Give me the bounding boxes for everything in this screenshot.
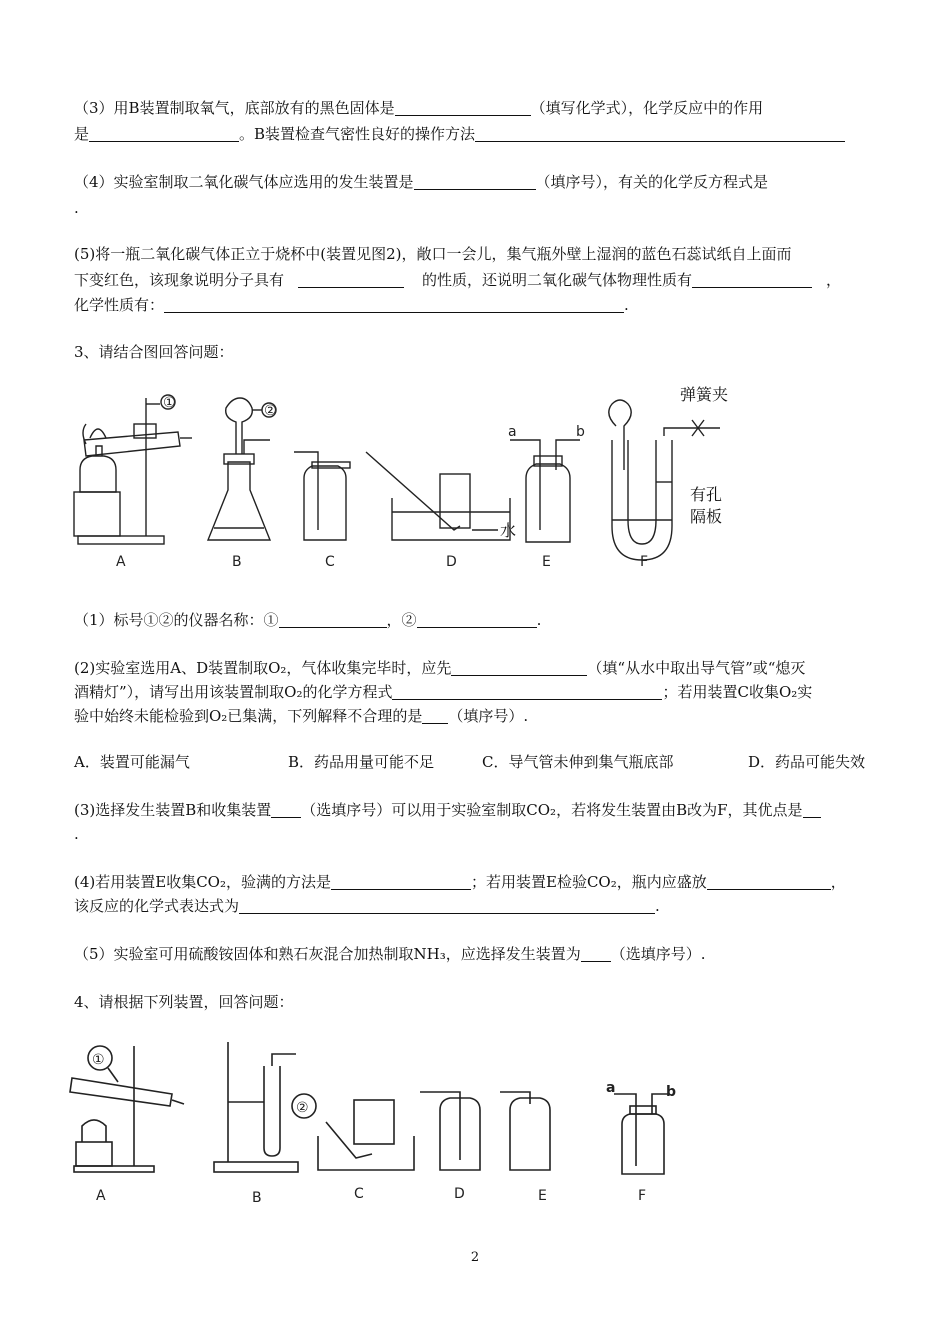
- text: ；若用装置C收集O₂实: [662, 683, 813, 701]
- q4-label-A: A: [96, 1188, 106, 1204]
- label-a: a: [508, 424, 517, 440]
- q4-label-B: B: [252, 1190, 262, 1206]
- q4-label-num1: ①: [92, 1052, 105, 1068]
- clamp: [134, 424, 156, 438]
- text: 验中始终未能检验到O₂已集满，下列解释不合理的是: [74, 707, 423, 725]
- e-stopper: [534, 456, 562, 466]
- q4-f-bottle: [622, 1114, 664, 1174]
- circle-1: [161, 395, 175, 409]
- e-bottle: [526, 464, 570, 542]
- label-clip: 弹簧夹: [680, 385, 729, 404]
- label-E: E: [542, 554, 551, 570]
- text: （1）标号①②的仪器名称：①: [74, 611, 279, 629]
- text: (3)选择发生装置B和收集装置: [74, 801, 272, 819]
- flask-stopper: [224, 454, 254, 464]
- q3-p3-line1: [74, 800, 821, 820]
- label-C: C: [325, 554, 335, 570]
- q3-p2-line3: [74, 706, 528, 726]
- q4-c-trough: [318, 1136, 414, 1170]
- q2-p5-line3: [74, 295, 629, 315]
- q4-circle-1: [88, 1046, 112, 1070]
- text: .: [624, 296, 629, 314]
- d-delivery-tube: [366, 452, 460, 530]
- blank-field[interactable]: [422, 709, 448, 724]
- text: .: [74, 825, 79, 843]
- text: .: [74, 199, 79, 217]
- q4-e-tube: [500, 1092, 530, 1104]
- q4-label-E: E: [538, 1188, 547, 1204]
- blank-field[interactable]: [803, 803, 821, 818]
- q2-p4-line2: [74, 198, 79, 218]
- blank-field[interactable]: [417, 613, 537, 628]
- label-D: D: [446, 554, 457, 570]
- label-B: B: [232, 554, 242, 570]
- blank-field[interactable]: [707, 875, 831, 890]
- stand-base: [78, 536, 164, 544]
- blank-field[interactable]: [475, 127, 845, 142]
- q3-p1: [74, 610, 541, 630]
- text: .: [655, 897, 660, 915]
- q3-p2-line1: [74, 658, 805, 678]
- q4-label-C: C: [354, 1186, 364, 1202]
- blank-field[interactable]: [279, 613, 387, 628]
- q4-leader-1: [108, 1068, 118, 1082]
- q4-tube-end: [172, 1100, 184, 1104]
- text: （3）用B装置制取氧气，底部放有的黑色固体是: [74, 99, 395, 117]
- wood-block: [74, 492, 120, 536]
- q3-option-b: B．药品用量可能不足: [288, 753, 435, 771]
- blank-field[interactable]: [298, 273, 404, 288]
- blank-field[interactable]: [581, 947, 611, 962]
- q3-option-c: C．导气管未伸到集气瓶底部: [482, 753, 674, 771]
- text: ，②: [386, 611, 417, 629]
- text: 化学性质有：: [74, 296, 165, 314]
- q4-figure-labels: [96, 1186, 646, 1206]
- alcohol-lamp: [80, 456, 116, 492]
- e-tube-a: [510, 440, 540, 530]
- q4-f-tube-a: [614, 1094, 636, 1166]
- q4-c-bottle: [354, 1100, 394, 1144]
- q3-p3-line2: [74, 824, 79, 844]
- q2-p4-line1: [74, 172, 768, 192]
- f-delivery-tube: [664, 428, 720, 436]
- blank-field[interactable]: [271, 803, 301, 818]
- text: （填序号），有关的化学反方程式是: [535, 173, 769, 191]
- text: （5）实验室可用硫酸铵固体和熟石灰混合加热制取NH₃，应选择发生装置为: [74, 945, 581, 963]
- gas-jar: [304, 466, 346, 540]
- circle-2: [262, 403, 276, 417]
- q4-f-tube-b: [652, 1094, 668, 1114]
- label-plate1: 有孔: [690, 485, 723, 504]
- q3-option-a: A．装置可能漏气: [74, 753, 190, 771]
- q4-title: 4、请根据下列装置，回答问题：: [74, 993, 294, 1011]
- q3-p2-line2: [74, 682, 812, 702]
- label-b: b: [576, 424, 585, 440]
- blank-field[interactable]: [414, 175, 536, 190]
- blank-field[interactable]: [392, 685, 662, 700]
- q4-label-b: b: [666, 1084, 677, 1100]
- f-funnel: [609, 400, 631, 470]
- text: (2)实验室选用A、D装置制取O₂，气体收集完毕时，应先: [74, 659, 452, 677]
- test-tube: [84, 432, 180, 456]
- text: (4)若用装置E收集CO₂，验满的方法是: [74, 873, 331, 891]
- label-water: 水: [500, 521, 517, 540]
- q3-p4-line2: [74, 896, 660, 916]
- label-plate2: 隔板: [690, 507, 723, 526]
- q4-test-tube: [70, 1078, 172, 1106]
- label-F: F: [640, 554, 649, 570]
- q4-f-stopper: [630, 1106, 656, 1114]
- blank-field[interactable]: [451, 661, 587, 676]
- thistle-funnel: [226, 398, 253, 454]
- text: （填序号）.: [448, 707, 529, 725]
- text: （4）实验室制取二氧化碳气体应选用的发生装置是: [74, 173, 414, 191]
- q4-label-num2: ②: [296, 1100, 309, 1116]
- q2-p5-line2: [74, 270, 841, 290]
- q4-c-tube: [326, 1122, 372, 1158]
- text: ；若用装置E检验CO₂，瓶内应盛放: [471, 873, 707, 891]
- glass-plate: [312, 462, 350, 468]
- label-A: A: [116, 554, 126, 570]
- q2-p3-line2: [74, 124, 845, 144]
- blank-field[interactable]: [395, 101, 531, 116]
- text: （选填序号）可以用于实验室制取CO₂，若将发生装置由B改为F，其优点是: [301, 801, 803, 819]
- spring-clip-icon: [692, 420, 704, 436]
- text: （填写化学式），化学反应中的作用: [530, 99, 764, 117]
- q4-d-jar: [440, 1098, 480, 1170]
- text: （选填序号）.: [610, 945, 706, 963]
- text: (5)将一瓶二氧化碳气体正立于烧杯中(装置见图2)，敞口一会儿，集气瓶外壁上湿润的蓝色石蕊试纸自上面而: [74, 245, 792, 263]
- blank-field[interactable]: [331, 875, 471, 890]
- blank-field[interactable]: [164, 298, 624, 313]
- collecting-bottle: [440, 474, 470, 528]
- q4-d-tube: [420, 1092, 460, 1160]
- text: ，: [826, 271, 842, 289]
- q4-e-jar: [510, 1098, 550, 1170]
- q4-lamp: [82, 1120, 106, 1142]
- label-num1: ①: [163, 395, 176, 411]
- u-tube-inner: [628, 440, 656, 544]
- q3-option-d: D．药品可能失效: [748, 753, 866, 771]
- flame-icon: [90, 429, 106, 438]
- page-number: 2: [470, 1250, 480, 1265]
- conical-flask: [208, 462, 270, 540]
- e-tube-b: [556, 440, 580, 470]
- delivery-tube: [244, 440, 270, 454]
- u-tube-outer: [612, 440, 672, 560]
- text: 。B装置检查气密性良好的操作方法: [239, 125, 476, 143]
- q3-p4-line1: [74, 872, 846, 892]
- q4-label-D: D: [454, 1186, 465, 1202]
- text: 酒精灯”），请写出用该装置制取O₂的化学方程式: [74, 683, 393, 701]
- q3-title: 3、请结合图回答问题：: [74, 343, 234, 361]
- text: （填“从水中取出导气管”或“熄灭: [587, 659, 806, 677]
- q2-p3-line1: [74, 98, 763, 118]
- text: 是: [74, 125, 90, 143]
- q4-b-test-tube: [264, 1066, 280, 1156]
- text: 的性质，还说明二氧化碳气体物理性质有: [422, 271, 693, 289]
- blank-field[interactable]: [239, 899, 655, 914]
- q4-b-base: [214, 1162, 298, 1172]
- text: ，: [830, 873, 846, 891]
- q4-circle-2: [292, 1094, 316, 1118]
- blank-field[interactable]: [692, 273, 812, 288]
- q4-b-tube: [272, 1054, 296, 1066]
- q3-p5: [74, 944, 706, 964]
- text: 该反应的化学式表达式为: [74, 897, 240, 915]
- q4-block: [76, 1142, 112, 1166]
- q3-figure-labels: [116, 554, 648, 570]
- q4-stand-base: [74, 1166, 154, 1172]
- q4-label-F: F: [638, 1188, 647, 1204]
- label-num2: ②: [264, 403, 277, 419]
- c-delivery-tube: [294, 452, 318, 530]
- test-tube-bottom: [83, 424, 86, 444]
- text: 下变红色，该现象说明分子具有: [74, 271, 285, 289]
- q2-p5-line1: [74, 244, 792, 264]
- text: .: [536, 611, 542, 629]
- blank-field[interactable]: [89, 127, 239, 142]
- water-trough: [392, 498, 510, 540]
- lamp-wick: [96, 446, 102, 456]
- q4-label-a: a: [606, 1080, 616, 1096]
